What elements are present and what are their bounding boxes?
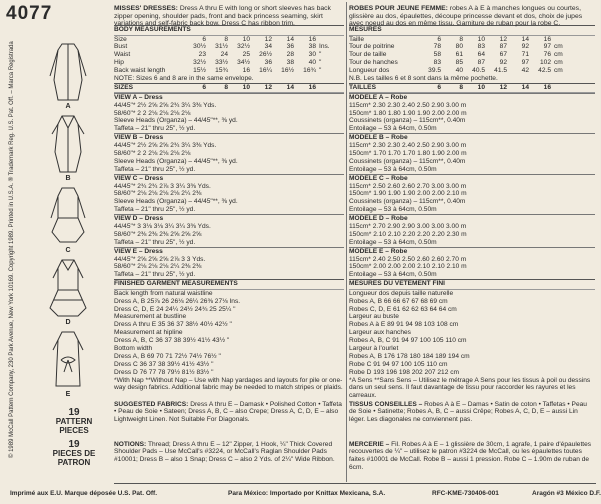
view-drawings <box>18 40 118 400</box>
yardage-line: 150cm* 2.10 2.10 2.20 2.20 2.20 2.30 m <box>349 230 467 238</box>
yardage-line: 115cm* 2.40 2.50 2.50 2.60 2.60 2.70 m <box>349 255 467 263</box>
measurement-value: 40.5 <box>472 67 485 75</box>
measurement-value: 28 <box>286 51 294 59</box>
copyright-text: © 1989 McCall Pattern Company, 230 Park Avenue, New York 10169. Copyright 1989. Printed in U.S.A. ® Trademark Reg. U.S. Pat. Off. – Marca Registrada <box>9 41 15 458</box>
french-column <box>349 5 595 481</box>
yardage-line: 150cm* 1.80 1.80 1.90 1.90 2.00 2.00 m <box>349 109 467 117</box>
size-value: 10 <box>242 83 250 91</box>
size-value: 14 <box>286 83 294 91</box>
footer-address: Aragón #3 México D.F. <box>532 490 601 497</box>
copyright-vertical <box>2 38 15 458</box>
measurement-row <box>349 36 595 44</box>
measurement-row <box>349 43 595 51</box>
yardage-section <box>114 133 344 173</box>
yardage-line: 115cm* 2.70 2.90 2.90 3.00 3.00 3.00 m <box>349 222 467 230</box>
finished-line: *A Sens **Sans Sens – Utilisez le métrage A Sens pour les tissus à poil ou dessins dans un seul sens. Il faut davantage de tissu pour raccorder les rayures et les carreaux. <box>349 376 591 400</box>
measurement-value: 97 <box>543 43 551 51</box>
pattern-number: 4077 <box>6 3 53 24</box>
measurement-value: 16¼ <box>259 67 272 75</box>
yardage-section <box>349 174 595 214</box>
footer-divider <box>114 483 596 484</box>
yardage-title: MODELE A – Robe <box>349 93 408 101</box>
finished-measurements <box>114 290 344 401</box>
fini-measurements <box>349 290 595 401</box>
sizes-label: TAILLES <box>349 83 376 91</box>
measurement-value: 92 <box>521 43 529 51</box>
measurement-label: Size <box>114 35 127 43</box>
measurement-value: 80 <box>455 43 463 51</box>
measurement-value: 39.5 <box>428 67 441 75</box>
yardage-line: 44/45"* 2¾ 2¾ 2⅞ 3 3¼ 3⅜ Yds. <box>114 182 211 190</box>
sizes-label: SIZES <box>114 83 134 91</box>
yardage-line: Taffeta – 21" thru 25", ½ yd. <box>114 238 196 246</box>
footer-rfc: RFC-KME-730406-001 <box>432 490 499 497</box>
finished-line: Robes A, B 66 66 67 67 68 69 cm <box>349 297 448 305</box>
measurement-row <box>114 67 344 75</box>
measurement-row <box>114 59 344 67</box>
finished-line: Dress C 36 37 38 39½ 41½ 43½ " <box>114 360 214 368</box>
yardage-section <box>114 93 344 133</box>
measurement-value: 25 <box>242 51 250 59</box>
pattern-pieces-en <box>44 408 104 435</box>
yardage-section <box>114 247 344 280</box>
measurement-value: 16 <box>308 35 316 43</box>
finished-line: Measurement at bustline <box>114 313 187 321</box>
mesures-title: MESURES <box>349 25 595 36</box>
modele-metrages <box>349 93 595 279</box>
sizes-header <box>114 83 344 93</box>
finished-line: Dress D 76 77 78 79½ 81½ 83½ " <box>114 368 214 376</box>
measurement-label: Hip <box>114 59 124 67</box>
french-header-text: robes A à E à manches longues ou courtes, glissière au dos, épaulettes, découpe princesse devant et dos, choix de jupes avec noeud au dos en même tissu. Garniture de ruban pour la robe C. <box>349 5 583 27</box>
finished-line: Largeur au buste <box>349 313 399 321</box>
mercerie-text: Fil. Robes A à E – 1 glissière de 30cm, 1 agrafe, 1 paire d'épaulettes recouvertes de ¼" – utilisez le patron #3224 de McCall, ou les épaulettes toutes faites #10001 de McCall. Robe B – aussi 1 pression. Robe C – 1.90m de ruban de 6cm. <box>349 440 592 472</box>
tissus-text: Robes A à E – Damas • Satin de coton • Taffetas • Peau de Soie • Satinette; Robes A, B, C – aussi Crêpe; Robes A, C, D, E – aussi Lin léger. Les diagonales ne conviennent pas. <box>349 400 587 424</box>
yardage-line: 58/60"* 2 2 2⅛ 2⅛ 2⅛ 2⅛ <box>114 109 191 117</box>
size-value: 16 <box>543 83 551 91</box>
finished-line: Dress A, B 69 70 71 72½ 74½ 76½ " <box>114 352 221 360</box>
measurement-value: 32½ <box>193 59 206 67</box>
yardage-line: 115cm* 2.50 2.60 2.60 2.70 3.00 3.00 m <box>349 182 467 190</box>
column-divider <box>346 2 347 482</box>
view-c-label: C <box>65 247 71 254</box>
french-header-title: ROBES POUR JEUNE FEMME: <box>349 5 448 12</box>
yardage-title: VIEW B – Dress <box>114 134 164 142</box>
measurement-value: 10 <box>242 35 250 43</box>
yardage-line: 44/45"* 2½ 2⅝ 2⅝ 2¾ 3¼ 3⅜ Yds. <box>114 142 217 150</box>
measurement-value: 42 <box>521 67 529 75</box>
yardage-line: 58/60"* 2⅛ 2⅛ 2⅛ 2¼ 2⅜ 2⅜ <box>114 263 202 271</box>
measurement-unit: cm <box>554 51 563 59</box>
measurement-label: Longueur dos <box>349 67 390 75</box>
tailles-header <box>349 83 595 93</box>
notions <box>114 441 344 481</box>
yardage-title: MODELE E – Robe <box>349 247 408 255</box>
measurement-value: 30 <box>308 51 316 59</box>
measurement-value: 16 <box>242 67 250 75</box>
measurement-label: Tour de poitrine <box>349 43 395 51</box>
pieces-count-fr: 19 <box>68 439 80 450</box>
measurement-value: 16¾ <box>303 67 316 75</box>
measurement-value: 40 <box>455 67 463 75</box>
yardage-title: VIEW A – Dress <box>114 93 163 101</box>
yardage-line: Coussinets (organza) – 115cm**, 0.40m <box>349 157 466 165</box>
yardage-line: Sleeve Heads (Organza) – 44/45"**, ⅜ yd. <box>114 198 238 206</box>
finished-line: Dress A, B, C 36 37 38 39½ 41½ 43½ " <box>114 337 230 345</box>
sizes-note: NOTE: Sizes 6 and 8 are in the same envelope. <box>114 74 254 82</box>
size-value: 14 <box>521 83 529 91</box>
view-d-drawing <box>18 256 118 328</box>
measurement-row <box>114 36 344 44</box>
body-measurements-table <box>114 36 344 75</box>
finished-line: Robes C, D, E 61 62 62 63 64 64 cm <box>349 305 457 313</box>
yardage-line: 58/60"* 2 2 2⅛ 2⅛ 2⅛ 2⅛ <box>114 149 191 157</box>
measurement-value: 36 <box>286 43 294 51</box>
yardage-section <box>114 174 344 214</box>
yardage-line: Sleeve Heads (Organza) – 44/45"**, ⅜ yd. <box>114 157 238 165</box>
measurement-unit: cm <box>554 43 563 51</box>
measurement-value: 36 <box>264 59 272 67</box>
finished-line: Robes A, B 176 178 180 184 189 194 cm <box>349 352 470 360</box>
measurement-value: 15¾ <box>215 67 228 75</box>
notions-text: Thread; Dress A thru E – 12" Zipper, 1 Hook, ¼" Thick Covered Shoulder Pads – Use McCall's #3224, or McCall's Raglan Shoulder Pads #10001; Dress B – also 1 Snap; Dress C – also 2 Yds. of 2¼" Wide Ribbon. <box>114 440 335 464</box>
yardage-line: 58/60"* 2⅛ 2⅛ 2⅛ 2⅛ 2¼ 2⅜ <box>114 190 202 198</box>
yardage-line: Taffeta – 21" thru 25", ½ yd. <box>114 165 196 173</box>
pieces-label-fr: PIECES DE PATRON <box>52 449 96 467</box>
finished-line: Largeur aux hanches <box>349 329 411 337</box>
measurement-row <box>349 59 595 67</box>
yardage-line: 150cm* 2.00 2.00 2.00 2.10 2.10 2.10 m <box>349 263 467 271</box>
view-b-drawing <box>18 112 118 184</box>
size-value: 10 <box>477 83 485 91</box>
measurement-value: 64 <box>477 51 485 59</box>
measurement-value: 87 <box>499 43 507 51</box>
measurement-value: 23 <box>198 51 206 59</box>
finished-line: *With Nap **Without Nap – Use with Nap yardages and layouts for pile or one-way design fabrics. Additional fabric may be needed to match stripes or plaids. <box>114 376 343 392</box>
measurement-value: 38 <box>286 59 294 67</box>
english-header-text: Dress A thru E with long or short sleeves has back zipper opening, shoulder pads, front and back princess seaming, skirt variations and self-fabric back bow. Dress C has ribbon trim. <box>114 5 331 27</box>
body-measurements-title: BODY MEASUREMENTS <box>114 25 344 36</box>
yardage-title: VIEW E – Dress <box>114 247 163 255</box>
yardage-line: 44/45"* 2½ 2⅝ 2⅝ 2¾ 3¼ 3⅜ Yds. <box>114 101 217 109</box>
measurement-label: Tour de taille <box>349 51 387 59</box>
measurement-value: 14 <box>286 35 294 43</box>
pieces-label-en: PATTERN PIECES <box>55 417 93 435</box>
measurement-value: 78 <box>433 43 441 51</box>
english-header-title: MISSES' DRESSES: <box>114 5 178 12</box>
english-header <box>114 5 344 25</box>
finished-line: Dress C, D, E 24 24¼ 24½ 24¾ 25 25¼ " <box>114 305 236 313</box>
size-value: 12 <box>264 83 272 91</box>
measurement-label: Tour de hanches <box>349 59 398 67</box>
measurement-value: 8 <box>224 35 228 43</box>
view-e-label: E <box>65 391 71 398</box>
finished-line: Longueur dos depuis taille naturelle <box>349 289 454 297</box>
measurement-value: 32½ <box>237 43 250 51</box>
pieces-count-en: 19 <box>68 407 80 418</box>
measurement-value: 41.5 <box>494 67 507 75</box>
yardage-title: MODELE B – Robe <box>349 134 408 142</box>
finished-line: Measurement at hipline <box>114 329 183 337</box>
measurement-value: 16½ <box>281 67 294 75</box>
finished-line: Robe C 91 94 97 100 105 110 cm <box>349 360 448 368</box>
measurement-row <box>114 51 344 59</box>
measurement-value: 15½ <box>193 67 206 75</box>
yardage-line: Entoilage – 53 à 64cm, 0.50m <box>349 271 437 279</box>
yardage-line: 150cm* 1.90 1.90 1.90 2.00 2.00 2.10 m <box>349 190 467 198</box>
measurement-value: 40 <box>308 59 316 67</box>
size-value: 6 <box>437 83 441 91</box>
yardage-section <box>349 247 595 280</box>
measurement-label: Back waist length <box>114 67 166 75</box>
measurement-value: 83 <box>477 43 485 51</box>
measurement-label: Taille <box>349 35 365 43</box>
view-a-drawing <box>18 40 118 112</box>
fabrics-text: Dress A thru E – Damask • Polished Cotton • Taffeta • Peau de Soie • Sateen; Dress A, B, C – also Crepe; Dress A, C, D, E – also Lightweight Linen. Not Suitable For Diagonals. <box>114 400 342 424</box>
measurement-value: 24 <box>220 51 228 59</box>
measurement-value: 102 <box>539 59 551 67</box>
yardage-line: 44/45"* 2⅝ 2⅝ 2⅝ 2⅞ 3 3 Yds. <box>114 255 206 263</box>
yardage-line: Entoilage – 53 à 64cm, 0.50m <box>349 238 437 246</box>
footer-printed: Imprimé aux E.U. Marque déposée U.S. Pat. Off. <box>10 490 158 497</box>
measurement-value: 87 <box>477 59 485 67</box>
french-header <box>349 5 595 25</box>
yardage-line: Entoilage – 53 à 64cm, 0.50m <box>349 125 437 133</box>
yardage-line: Entoilage – 53 à 64cm, 0.50m <box>349 206 437 214</box>
measurement-value: 71 <box>521 51 529 59</box>
measurement-value: 85 <box>455 59 463 67</box>
yardage-line: 58/60"* 2⅜ 2⅜ 2⅜ 2⅝ 2⅝ 2⅝ <box>114 230 202 238</box>
finished-line: Largeur à l'ourlet <box>349 344 399 352</box>
yardage-title: VIEW D – Dress <box>114 215 164 223</box>
size-value: 12 <box>499 83 507 91</box>
yardage-line: Coussinets (organza) – 115cm**, 0.40m <box>349 117 466 125</box>
mercerie <box>349 441 595 481</box>
finished-line: Robes A à E 89 91 94 98 103 108 cm <box>349 321 459 329</box>
finished-line: Dress A, B 25⅞ 26 26⅛ 26¼ 26⅜ 27⅛ Ins. <box>114 297 241 305</box>
measurement-row <box>114 43 344 51</box>
mercerie-title: MERCERIE – <box>349 440 390 448</box>
measurement-value: 6 <box>437 35 441 43</box>
measurement-value: 12 <box>499 35 507 43</box>
measurement-value: 42.5 <box>538 67 551 75</box>
measurement-value: 16 <box>543 35 551 43</box>
yardage-line: Taffeta – 21" thru 25", ½ yd. <box>114 125 196 133</box>
measurement-unit: cm <box>554 59 563 67</box>
measurement-unit: cm <box>554 67 563 75</box>
measurement-value: 97 <box>521 59 529 67</box>
view-yardages <box>114 93 344 279</box>
measurement-unit <box>551 36 554 44</box>
yardage-section <box>114 214 344 247</box>
yardage-line: 115cm* 2.30 2.30 2.40 2.50 2.90 3.00 m <box>349 101 467 109</box>
yardage-line: Sleeve Heads (Organza) – 44/45"**, ⅜ yd. <box>114 117 238 125</box>
measurement-value: 26½ <box>259 51 272 59</box>
measurement-value: 30½ <box>193 43 206 51</box>
fabrics-title: SUGGESTED FABRICS: <box>114 400 189 408</box>
measurement-value: 14 <box>521 35 529 43</box>
yardage-title: VIEW C – Dress <box>114 174 164 182</box>
yardage-line: 150cm* 1.70 1.70 1.70 1.80 1.90 2.00 m <box>349 149 467 157</box>
measurement-value: 12 <box>264 35 272 43</box>
size-value: 8 <box>224 83 228 91</box>
size-value: 16 <box>308 83 316 91</box>
measurement-value: 6 <box>202 35 206 43</box>
measurement-unit: " <box>319 67 322 75</box>
view-c-drawing <box>18 184 118 256</box>
measurement-value: 67 <box>499 51 507 59</box>
suggested-fabrics <box>114 401 344 441</box>
yardage-line: Taffeta – 21" thru 25", ½ yd. <box>114 271 196 279</box>
yardage-line: Entoilage – 53 à 64cm, 0.50m <box>349 165 437 173</box>
yardage-section <box>349 133 595 173</box>
mesures-table <box>349 36 595 75</box>
measurement-value: 61 <box>455 51 463 59</box>
tissus-title: TISSUS CONSEILLES – <box>349 400 423 408</box>
yardage-line: Coussinets (organza) – 115cm**, 0.40m <box>349 198 466 206</box>
view-d-label: D <box>65 319 71 326</box>
view-b-label: B <box>65 175 71 182</box>
finished-line: Dress A thru E 35 36 37 38½ 40½ 42½ " <box>114 321 232 329</box>
footer-mexico: Para México: Importado por Knittax Mexicana, S.A. <box>228 490 386 497</box>
yardage-title: MODELE D – Robe <box>349 215 408 223</box>
measurement-value: 34 <box>264 43 272 51</box>
measurement-unit: " <box>319 51 322 59</box>
measurement-value: 76 <box>543 51 551 59</box>
measurement-value: 38 <box>308 43 316 51</box>
measurement-value: 34½ <box>237 59 250 67</box>
yardage-section <box>349 93 595 133</box>
size-value: 8 <box>459 83 463 91</box>
yardage-line: 44/45"* 3 3⅛ 3⅛ 3¼ 3¼ 3⅜ Yds. <box>114 222 211 230</box>
notions-title: NOTIONS: <box>114 440 147 448</box>
view-e-drawing <box>18 328 118 400</box>
measurement-value: 58 <box>433 51 441 59</box>
measurement-value: 33½ <box>215 59 228 67</box>
measurement-unit <box>316 36 319 44</box>
english-column <box>114 5 344 481</box>
measurement-label: Waist <box>114 51 131 59</box>
finished-line: Robe D 193 196 198 202 207 212 cm <box>349 368 459 376</box>
yardage-title: MODELE C – Robe <box>349 174 408 182</box>
measurement-value: 31½ <box>215 43 228 51</box>
measurement-unit: " <box>319 59 322 67</box>
measurement-unit: Ins. <box>319 43 330 51</box>
finished-line: Back length from natural waistline <box>114 289 213 297</box>
measurement-value: 92 <box>499 59 507 67</box>
measurement-label: Bust <box>114 43 128 51</box>
measurement-value: 8 <box>459 35 463 43</box>
view-a-label: A <box>65 103 71 110</box>
yardage-line: 115cm* 2.30 2.30 2.40 2.50 2.90 3.00 m <box>349 142 467 150</box>
tailles-note: N.B. Les tailles 6 et 8 sont dans la même pochette. <box>349 74 498 82</box>
finished-line: Bottom width <box>114 344 153 352</box>
footer <box>0 486 600 500</box>
yardage-line: Taffeta – 21" thru 25", ½ yd. <box>114 206 196 214</box>
measurement-value: 83 <box>433 59 441 67</box>
measurement-row <box>349 67 595 75</box>
yardage-section <box>349 214 595 247</box>
finished-measurements-title: FINISHED GARMENT MEASUREMENTS <box>114 279 344 290</box>
measurement-value: 10 <box>477 35 485 43</box>
measurement-row <box>349 51 595 59</box>
tissus-conseilles <box>349 401 595 441</box>
fini-title: MESURES DU VETEMENT FINI <box>349 279 595 290</box>
pattern-pieces-fr <box>44 440 104 467</box>
finished-line: Robes A, B, C 91 94 97 100 105 110 cm <box>349 337 467 345</box>
size-value: 6 <box>202 83 206 91</box>
